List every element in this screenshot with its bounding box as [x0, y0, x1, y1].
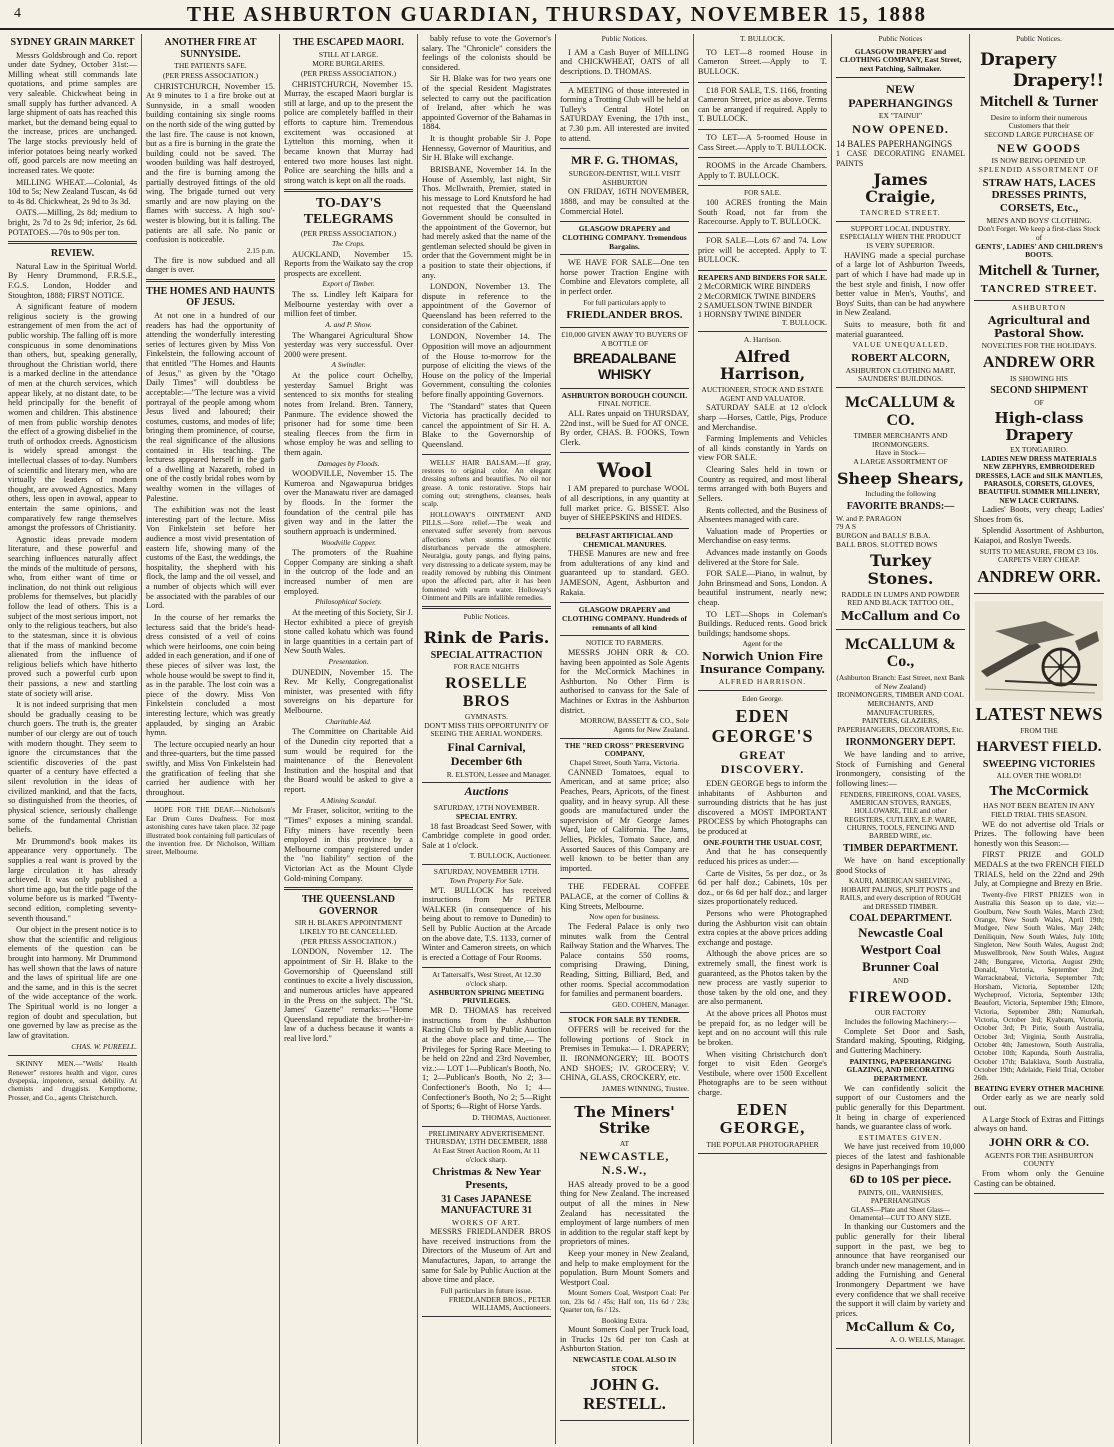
section-label: Public Notices. — [463, 612, 510, 622]
advert: FOR SALE—Lots 67 and 74. Low price will be accepted. Apply to T. BULLOCK. — [698, 233, 827, 271]
article-text: The lecture occupied nearly an hour and three-quarters, but the time passed swiftly, and Miss Von Finkelstein had the gratification of feeling that she carried her audience with her throughout. — [146, 739, 275, 797]
heading-escaped-maori: THE ESCAPED MAORI. — [293, 37, 404, 48]
section-label: Public Notices. — [601, 34, 648, 43]
advert-dentist: MR F. G. THOMAS, SURGEON-DENTIST, WILL VISIT ASHBURTON ON FRIDAY, 16TH NOVEMBER, 1888, and may be consulted at the Commercial Hotel. — [560, 149, 689, 222]
article-text: Sir H. Blake was for two years one of the special Resident Magistrates selected to carry out the pacification of Ireland, after which he was appointed Governor of the Bahamas in 1884. — [422, 74, 551, 132]
advert-manures: BELFAST ARTIFICIAL AND CHEMICAL MANURES. THESE Manures are new and free from adulterations of any kind and guaranteed up to standard. GEO. JAMESON, Agent, Ashburton and Rakaia. — [560, 529, 689, 603]
advert-mccallum: McCALLUM & CO. TIMBER MERCHANTS AND IRONMONGERS. Have in Stock— A LARGE ASSORTMENT OF Sheep Shears, Including the following FAVORITE BRANDS:— W. and P. PARAGON 79 A S BURGON and BALLS' B.B.A. BALL BROS. SLOTTED BOWS Turkey Stones. RADDLE IN LUMPS AND POWDER RED AND BLACK TATTOO OIL, McCallum and Co — [836, 388, 965, 630]
advert-text: WELLS' HAIR BALSAM.—If gray, restores to original color. An elegant dressing softens and beautifies. No oil nor grease. A tonic restorative. Stops hair coming out; strengthens, cleanses, heals scalp. — [422, 458, 551, 509]
article-text: The "Standard" states that Queen Victoria has practically decided to cancel the appointment of Sir H. A. Blake to the Governorship of Queensland. — [422, 401, 551, 449]
article-text: Messrs Goldsbrough and Co. report under date Sydney, October 31st:— Milling wheat still commands late quotations, and prime samples are very saleable. Chickwheat being in small supply has further advanced. A large shipment of oats has reached this market, but the demand being equal to the increase, prices are unchanged. The large stocks previously held of inferior potatoes being nearly worked off, good parcels are now meeting an increased rates. We quote: — [8, 50, 137, 175]
column-7 — [832, 34, 970, 1444]
telegram-title: A Swindler. — [331, 360, 366, 370]
article-text: CHRISTCHURCH, November 15. At 9 minutes to 1 a fire broke out at Sunnyside, in a small wooden building containing six single rooms on the north side of the wing gutted by the last fire. The cause is not known, but as a fire is burning in the grate the building could not be saved. The wooden building was half destroyed, and the fire is burning among the partially destroyed fittings of the old wing. The brigade turned out very smartly and are now playing on the flames with success. A high sou'-wester is blowing, but it is falling. The patients are all safe. No panic or confusion is noticeable. — [146, 81, 275, 245]
article-text: CHRISTCHURCH, November 15. Murray, the escaped Maori burglar is still at large, and up to the present the police are completely baffled in their efforts to capture him. Tremendous excitement was occasioned at Lyttelton this morning, when it became known that Murray had entered two more houses last night. Police are searching the hills and a strong watch is kept on all the roads. — [284, 79, 413, 185]
telegram-title: Export of Timber. — [322, 279, 375, 289]
telegram-title: A Mining Scandal. — [320, 795, 377, 805]
newspaper-title: THE ASHBURTON GUARDIAN, THURSDAY, NOVEMBER 15, 1888 — [186, 1, 928, 26]
section-label: Public Notices — [878, 34, 923, 43]
subheading: (PER PRESS ASSOCIATION.) — [300, 229, 397, 239]
article-text: WOODVILLE, November 15. The Kumeroa and Ngawapurua bridges over the Manawatu river are damaged by floods. In the former the foundation of the central pile has given way and in the latter the southern approach is undermined. — [284, 469, 413, 536]
telegram-title: A. and P. Show. — [325, 319, 372, 329]
advert-harrison: A. Harrison. Alfred Harrison, AUCTIONEER, STOCK AND ESTATE AGENT AND VALUATOR. SATURDAY SALE at 12 o'clock sharp —Horses, Cattle, Pigs, Produce and Merchandise. Farming Implements and Vehicles of all kinds constantly in Yards on view FOR SALE. Clearing Sales held in town or Country as required, and most liberal terms arranged with both Buyers and Sellers. Rents collected, and the Business of Absentees managed with care. Valuation made of Properties or Merchandise on easy terms. Advances made instantly on Goods delivered at the Store for Sale. FOR SALE—Piano, in walnut, by John Brinsmead and Sons, London. A beautiful instrument, nearly new; cheap. TO LET—Shops in Coleman's Buildings. Reduced rents. Good brick buildings; handsome shops. Agent for the Norwich Union Fire Insurance Company. ALFRED HARRISON. — [698, 332, 827, 691]
advert-whisky: £10,000 GIVEN AWAY TO BUYERS OF A BOTTLE OF BREADALBANE WHISKY — [560, 328, 689, 389]
telegram-title: The Crops. — [331, 238, 366, 248]
section-label: T. BULLOCK. — [739, 34, 786, 43]
advert-stock: STOCK FOR SALE BY TENDER. OFFERS will be received for the following portions of Stock in Premises in Temuka:— I. DRAPERY; II. IRONMONGERY; III. BOOTS AND SHOES; IV. GROCERY; V. CHINA, GLASS, CROCKERY, etc. JAMES WINNING, Trustee. — [560, 1013, 689, 1097]
subheading: THE PATIENTS SAFE. — [174, 61, 247, 71]
column-5 — [556, 34, 694, 1444]
advert-coffee-palace: THE FEDERAL COFFEE PALACE, at the corner of Collins & King Streets, Melbourne. Now open for business. The Federal Palace is only two minutes walk from the Central Railway Station and the Wharves. The Palace contains 550 rooms, comprising Drawing, Dining, Reading, Sitting, Billiard, Bed, and other rooms. Special accommodation for families and permanent boarders. GEO. COHEN, Manager. — [560, 879, 689, 1013]
subheading: (PER PRESS ASSOCIATION.) — [300, 936, 397, 946]
article-text: LONDON, November 12. The appointment of Sir H. Blake to the Governorship of Queensland still continues to excite a lively discussion, and numerous articles have appeared in the Press on the subject. The "St. James' Gazette" remarks:—"Home Queensland repudiate the brother-in-law of a duchess because it wants a real live lord." — [284, 947, 413, 1043]
rink-title: Rink de Paris. — [423, 628, 550, 648]
advert-text: HOLLOWAY'S OINTMENT AND PILLS.—Sore relief.—The weak and enervated suffer severely from nervous affections when storms or electric disturbances pervade the atmosphere. Neuralgia, gouty pangs, and flying pains, very distressing to a delicate system, may be readily removed by rubbing this Ointment upon the affected part, after it has been fomented with warm water. Holloway's Ointment and Pills are infallible remedies. — [422, 510, 551, 603]
article-text: The promoters of the Ruahine Copper Company are sinking a shaft in the outcrop of the lode and an increased number of men are employed. — [284, 548, 413, 596]
advert-auction: SATURDAY, 17TH NOVEMBER. SPECIAL ENTRY. 18 fast Broadcast Seed Sower, with Cambridge complete in good order. Sale at 1 o'clock. T. BULLOCK, Auctioneer. — [422, 801, 551, 865]
article-text: The fire is now subdued and all danger is over. — [146, 255, 275, 275]
advert-mccallum-branch: McCALLUM & Co., (Ashburton Branch: East Street, next Bank of New Zealand) IRONMONGERS, TIMBER AND COAL MERCHANTS, AND MANUFACTURERS, PAINTERS, GLAZIERS, PAPERHANGERS, DECORATORS, Etc. IRONMONGERY DEPT. We have landing and to arrive, Stock of Furnishing and General Ironmongery, consisting of the following lines:— FENDERS, FIREIRONS, COAL VASES, AMERICAN STOVES, RANGES, HOLLOWARE, TILE and other REGISTERS, CUTLERY, E.P. WARE, CHURNS, TOOLS, FENCING AND BARBED WIRE, etc. TIMBER DEPARTMENT. We have on hand exceptionally good Stocks of KAURI, AMERICAN SHELVING, HOBART PALINGS, SPLIT POSTS and RAILS, and every description of ROUGH and DRESSED TIMBER. COAL DEPARTMENT. Newcastle Coal Westport Coal Brunner Coal AND FIREWOOD. OUR FACTORY Includes the following Machinery:— Complete Set Door and Sash, Standard making, Spouting, Ridging, and Guttering Machinery. PAINTING, PAPERHANGING GLAZING, AND DECORATING DEPARTMENT. We can confidently solicit the support of our Customers and the public generally for this Department. It being in charge of experienced hands, we guarantee class of work. ESTIMATES GIVEN. We have just received from 10,000 pieces of the latest and fashionable designs in Paperhangings from 6D to 10S per piece. PAINTS, OIL, VARNISHES, PAPERHANGINGS GLASS—Plate and Sheet Glass—Ornamental—CUT TO ANY SIZE. In thanking our Customers and the public generally for their liberal support in the past, we beg to announce that have reorganised our branch under new management, and in adding the Furnishing and General Ironmongery Department we have every confidence that we shall receive the support it will claim by variety and prices. McCallum & Co, A. O. WELLS, Manager. — [836, 630, 965, 1349]
heading-review: REVIEW. — [50, 248, 95, 260]
telegram-title: Damages by Floods. — [317, 458, 380, 468]
article-text: It is not indeed surprising that men should be gradually ceasing to be church goers. The truth is, the greater number of our clergy are out of touch with modern thought. They seem to ignore the circumstances that the scientific discoveries of the past quarter of a century have effected a silent revolution in the ideas of civilized mankind, and that the facts, so distinguished from the theories, of physical science, seriously challenge some of the fundamental Christian beliefs. — [8, 700, 137, 835]
article-text: DUNEDIN, November 15. The Rev. Mr Kelly, Congregationalist minister, was presented with fifty sovereigns on his departure for Melbourne. — [284, 667, 413, 716]
advert-eden-george: Eden George. EDEN GEORGE'S GREAT DISCOVERY. EDEN GEORGE begs to inform the inhabitants of Ashburton and surrounding districts that he has just discovered a MOST IMPORTANT PROCESS by which Photographs can be produced at ONE-FOURTH THE USUAL COST, And that he has consequently reduced his prices as under:— Carte de Visites, 5s per doz., or 3s 6d per half doz.; Cabinets, 10s per doz., or 6s 6d per half doz.; and larger sizes proportionately reduced. Persons who were Photographed during the Ashburton visit can obtain extra copies at the above prices adding exchange and postage. Although the above prices are so extremely small, the finest work is guaranteed, as the Photos taken by the new process are vastly superior to those taken by the old one, and they are also permanent. At the above prices all Photos must be prepaid for, as no ledger will be kept and on no account will this rule be broken. When visiting Christchurch don't forget to visit Eden George's Vestibule, where over 1500 Excellent Photographs are to be seen without charge. EDEN GEORGE, THE POPULAR PHOTOGRAPHER — [698, 691, 827, 1154]
article-text: MILLING WHEAT.—Colonial, 4s 10d to 5s; New Zealand Tuscan, 4s 6d to 4s 8d. Chickwheat, 2s 9d to 3s 3d. — [8, 177, 137, 206]
advert: FOR SALE. 100 ACRES fronting the Main South Road, not far from the Racecourse. Apply to T. BULLOCK. — [698, 186, 827, 233]
article-text: Agnostic ideas prevade modern literature, and these powerful and searching influences naturally affect the minds of the multitude of persons, who, from either want of time or inclination, do not think out religious problems for themselves, but placidly follow the lead of others. This is a subject of the most serious import, not only to the religious teachers, but also to the statesman, since it is obvious that if the mass of mankind become alienated from the influence of religious beliefs which have hitherto proved such a powerful curb upon their passions, a new and startling state of society will arise. — [8, 534, 137, 698]
column-8 — [970, 34, 1108, 1444]
article-text: The ss. Lindley left Kaipara for Melbourne yesterday with over a million feet of timber. — [284, 290, 413, 319]
heading-grain-market: SYDNEY GRAIN MARKET — [10, 37, 135, 48]
article-text: bably refuse to vote the Governor's salary. The "Chronicle" considers the feelings of the colonists should be considered. — [422, 34, 551, 72]
article-text: At the meeting of this Society, Sir J. Hector exhibited a piece of greyish stone called kohatu which was found in large quantities in a certain part of New South Wales. — [284, 607, 413, 656]
article-text: The exhibition was not the least interesting part of the lecture. Miss Von Finkelstein set before her audience a most vivid presentation of eastern life, showing many of the customs of the East, the weddings, the hospitality, the shepherd with his flock, the lamp and the oil vessel, and a number of objects which will ever be associated with the parables of our Lord. — [146, 505, 275, 611]
subheading: STILL AT LARGE. — [318, 49, 379, 59]
telegram-title: Presentation. — [328, 656, 369, 666]
article-text: It is thought probable Sir J. Pope Hennessy, Governor of Mauritius, and Sir H. Blake will exchange. — [422, 134, 551, 163]
article-text: Natural Law in the Spiritual World. By Henry Drummond, F.R.S.E., F.G.S. London, Hodder and Stoughton, 1888; FIRST NOTICE. — [8, 261, 137, 300]
column-6 — [694, 34, 832, 1444]
article-text: A significant feature of modern religious society is the growing estrangement of men from the act of public worship. The falling off is more conspicuous in some denominations than others, but, speaking generally, throughout the Christian world, there is a marked decline in the attendance of men at the church services, which appear likely, at no distant date, to be held principally for the benefit of women and children. This abstinence of men from public worship denotes the effect of a growing disbelief in the truth of orthodox creeds. Agnosticism is widely spread amongst the intellectual classes of to-day. Numbers of scientific and literary men, who are virtually the leaders of modern thought, are avowed Agnostics. Many others, less open in avowal, appear to entertain the same opinions, and comparatively few range themselves amongst the professors of Christianity. — [8, 302, 137, 533]
article-text: Mr Fraser, solicitor, writing to the "Times" exposes a mining scandal. Fifty miners have recently been employed in this province by a Melbourne company registered under the "no liability" section of the Victorian Act as the Mount Clyde Gold-mining Company. — [284, 806, 413, 883]
advert-miners-strike: The Miners' Strike AT NEWCASTLE, N.S.W., HAS already proved to be a good thing for New Zealand. The increased output of all the mines in New Zealand has necessitated the employment of large numbers of men in addition to the regular staff kept by proprietors of mines. Keep your money in New Zealand, and help to make employment for the population. Burn Mount Somers and Westport Coal. Mount Somers Coal, Westport Coal: Per ton, 23s 6d / 45s; Half ton, 11s 6d / 23s; Quarter ton, 6s / 12s. Booking Extra. Mount Somers Coal per Truck load, in Trucks 12s 6d per ton Cash at Ashburton Station. NEWCASTLE COAL ALSO IN STOCK JOHN G. RESTELL. — [560, 1098, 689, 1421]
article-text: Mr Drummond's book makes its appearance very opportunely. The supplies a real want is proved by the large circulation it has already achieved. It was only published a short time ago, but the title page of the volume before us is marked "Twenty-second edition, completing seventy-seventh thousand." — [8, 836, 137, 923]
advert-farmers: NOTICE TO FARMERS. MESSRS JOHN ORR & CO. having been appointed as Sole Agents for the McCormick Machines in Ashburton. No Other Firm is authorised to canvass for the Sale of Machines or Extras in the Ashburton district. MORROW, BASSETT & CO., Sole Agents for New Zealand. — [560, 636, 689, 738]
advert: TO LET—A 5-roomed House in Cass Street.—Apply to T. BULLOCK. — [698, 130, 827, 158]
heading-telegrams: TO-DAY'S TELEGRAMS — [303, 196, 394, 227]
advert-paperhangings: NEW PAPERHANGINGS EX "TAINUI" NOW OPENED. 14 BALES PAPERHANGINGS 1 CASE DECORATING ENAMEL PAINTS James Craigie, TANCRED STREET. — [836, 78, 965, 222]
section-label: Public Notices. — [1016, 34, 1062, 43]
advert-rink: Rink de Paris. SPECIAL ATTRACTION FOR RACE NIGHTS ROSELLE BROS GYMNASTS. DON'T MISS THIS OPPORTUNITY OF SEEING THE AERIAL WONDERS. Final Carnival, December 6th R. ELSTON, Lessee and Manager. — [422, 623, 551, 783]
article-text: At not one in a hundred of our readers has had the opportunity of attending the wonderfully interesting series of lectures given by Miss Von Finkelstein, the following account of that entitled "The Homes and Haunts of Jesus," as given by the "Otago Daily Times" will doubtless be acceptable:—"The lecture was a vivid portrayal of the people among whom Jesus lived and laboured; their costumes, customs, and modes of life; bringing them prominence, of course, the real significance of the allusions contained in His teaching. The lecturess appeared herself in the garb of a dwelling at Nazareth, robed in one of the costly bridal robes worn by wealthy women in the villages of Palestine. — [146, 311, 275, 503]
article-text: LONDON, November 13. The dispute in reference to the appointment of the Governor of Queensland has been referred to the consideration of the Cabinet. — [422, 282, 551, 330]
article-text: BRISBANE, November 14. In the House of Assembly, last night, Sir Thos. McIlwraith, Premier, stated in his message to Lord Knutsford he had not requested that the Queensland Government should be consulted in the appointment of the Governor, but had merely asked that the name of the gentleman selected should be given in order that the Government might be in a position to state their objections, if any. — [422, 164, 551, 280]
advert: £18 FOR SALE, T.S. 1166, fronting Cameron Street, price as above. Terms can be arranged if required. Apply to T. BULLOCK. — [698, 83, 827, 130]
article-text: The Committee on Charitable Aid of the Dunedin city reported that a sum would be required for the maintenance of the Benevolent Institution and the hospital and that the Board would be asked to give a report. — [284, 727, 413, 795]
advert-mitchell-turner: Drapery Drapery!! Mitchell & Turner Desire to inform their numerous Customers that their SECOND LARGE PURCHASE OF NEW GOODS IS NOW BEING OPENED UP. SPLENDID ASSORTMENT OF STRAW HATS, LACES DRESSES PRINTS, CORSETS, Etc., MEN'S AND BOYS' CLOTHING. Don't Forget. We keep a first-class Stock of GENTS', LADIES' AND CHILDREN'S BOOTS. Mitchell & Turner, TANCRED STREET. — [974, 45, 1104, 302]
advert: TO LET—8 roomed House in Cameron Street.—Apply to T. BULLOCK. — [698, 45, 827, 83]
advert-council: ASHBURTON BOROUGH COUNCIL FINAL NOTICE. ALL Rates unpaid on THURSDAY, 22nd inst., will be Sued for AT ONCE. By order, CHAS. B. FOOKS, Town Clerk. — [560, 389, 689, 454]
advert-wool: Wool I AM prepared to purchase WOOL of all descriptions, in any quantity at full market price. G. BISSET. Also buyer of SHEEPSKINS and HIDES. — [560, 453, 689, 528]
subheading: SIR H. BLAKE'S APPOINTMENT LIKELY TO BE CANCELLED. — [294, 918, 403, 937]
advert-japanese: PRELIMINARY ADVERTISEMENT. THURSDAY, 13TH DECEMBER, 1888 At East Street Auction Room, At 11 o'clock sharp. Christmas & New Year Presents, 31 Cases JAPANESE MANUFACTURE 31 WORKS OF ART. MESSRS FRIEDLANDER BROS have received instructions from the Directors of the Museum of Art and Manufactures, Japan, to arrange the same for Sale by Public Auction at the above time and place. Full particulars in future issue. FRIEDLANDER BROS., PETER WILLIAMS, Auctioneers. — [422, 1127, 551, 1317]
heading-homes-haunts: THE HOMES AND HAUNTS OF JESUS. — [146, 285, 275, 309]
advert-town-property: SATURDAY, NOVEMBER 17TH. Town Property For Sale. M'T. BULLOCK has received instructions from Mr PETER WALKER (in consequence of his being about to remove to Dunedin) to Sell by Public Auction at the Arcade on the above date, T.S. 1133, corner of Winter and Cameron streets, on which is erected a Cottage of Four Rooms. — [422, 865, 551, 968]
advert-red-cross: THE "RED CROSS" PRESERVING COMPANY, Chapel Street, South Yarra, Victoria. CANNED Tomatoes, equal to American, and at same price; also Peaches, Pears, Apricots, of the finest quality, and in heavy syrup. All these goods are manufactured under the supervision of Mr George James Ward, late of California. The Jams, Jellies, Pickles, Tomato Sauce, and Assorted Sauces of this Company are well known to be better than any imported. — [560, 739, 689, 880]
subheading: (PER PRESS ASSOCIATION.) — [300, 68, 397, 78]
column-2 — [142, 34, 280, 1444]
telegram-title: Philosophical Society. — [315, 597, 382, 607]
advert-andrew-orr: ASHBURTON Agricultural and Pastoral Show. NOVELTIES FOR THE HOLIDAYS. ANDREW ORR IS SHOWING HIS SECOND SHIPMENT OF High-class Drapery EX TONGARIRO. LADIES NEW DRESS MATERIALS NEW ZEPHYRS, EMBROIDERED DRESSES, LACE and SILK MANTLES, PARASOLS, CORSETS, GLOVES, BEAUTIFUL SUMMER MILLINERY, NEW LACE CURTAINS. Ladies' Boots, very cheap; Ladies' Shoes from 6s. Splendid Assortment of Ashburton, Kaiapoi, and Roslyn Tweeds. SUITS TO MEASURE, FROM £3 10s. CARPETS VERY CHEAP. ANDREW ORR. — [974, 301, 1104, 593]
advert: ROOMS in the Arcade Chambers. Apply to T. BULLOCK. — [698, 158, 827, 186]
article-text: Our object in the present notice is to show that the scientific and religious elements of the question can be brought into harmony. Mr Drummond has well shown that the laws of nature and the laws of spiritual life are one and the same, and in this is the secret of the wide acceptance of the work. The Spiritual world is no longer a region of doubt and speculation, but one governed by law as precise as the law of gravitation. — [8, 925, 137, 1040]
article-text: OATS.—Milling, 2s 8d; medium to bright, 2s 7d to 2s 9d; inferior, 2s 6d. POTATOES.—70s to 90s per ton. — [8, 208, 137, 237]
advert: I AM a Cash Buyer of MILLING and CHICKWHEAT, OATS of all descriptions. D. THOMAS. — [560, 45, 689, 83]
heading-fire: ANOTHER FIRE AT SUNNYSIDE. — [164, 37, 257, 60]
telegram-title: Woodville Copper. — [320, 537, 377, 547]
timestamp: 2.15 p.m. — [246, 245, 275, 255]
article-text: LONDON, November 14. The Opposition will move an adjournment of the House to-morrow for the purpose of eliciting the views of the House on the policy of the Imperial Government, consulting the colonies before finally appointing Governors. — [422, 332, 551, 399]
heading-queensland-governor: THE QUEENSLAND GOVERNOR — [301, 894, 396, 917]
advert-text: HOPE FOR THE DEAF.—Nicholson's Ear Drum Cures Deafness. For most astonishing cures have taken place. 32 page illustrated book containing full particulars of the invention free. Dr Nicholson, William street, Melbourne. — [146, 806, 275, 857]
advert-text: SKINNY MEN.—"Wells' Health Renewer" restores health and vigor, cures dyspepsia, impotence, sexual debility. At chemists and druggists. Kempthorne, Prosser, and Co., agents Christchurch. — [8, 1060, 137, 1102]
column-4 — [418, 34, 556, 1444]
advert: GLASGOW DRAPERY and CLOTHING COMPANY. Tremendous Bargains. — [560, 222, 689, 255]
advert-mccormick: LATEST NEWS FROM THE HARVEST FIELD. SWEEPING VICTORIES ALL OVER THE WORLD! The McCormick HAS NOT BEEN BEATEN IN ANY FIELD TRIAL THIS SEASON. WE do not advertise old Trials or Prizes. The following have been honestly won this Season:— FIRST PRIZE and GOLD MEDALS at the two FRENCH FIELD TRIALS, held on the 22nd and 29th July, at Compiegne and Brezy en Brie. Twenty-five FIRST PRIZES won in Australia this Season up to date, viz:— Goulburn, New South Wales, March 23rd; Orange, New South Wales, April 19th; Mudgee, New South Wales, May 24th; Deniliquin, New South Wales, July 10th; Singleton, New South Wales, August 2nd; Muswellbrook, New South Wales, August 24th; Bungaree, Victoria, August 29th; Donald, Victoria, September 2nd; Warracknabeal, Victoria, September 7th; Horsham, Victoria, September 12th; Wycheproof, Victoria, September 13th; Beaufort, Victoria, September 19th; Elmore, Victoria, September 28th; Numurkah, Victoria, October 3rd; Kyabram, Victoria, October 3rd; Pt Pirie, South Australia, October 3rd; Virginia, South Australia, October 4th; Jamestown, South Australia, October 10th; Kapunda, South Australia, October 17th; Balaklava, South Australia, October 19th; Adelaide, Field Trial, October 26th. BEATING EVERY OTHER MACHINE Order early as we are nearly sold out. A Large Stock of Extras and Fittings always on hand. JOHN ORR & CO. AGENTS FOR THE ASHBURTON COUNTY From whom only the Genuine Casting can be obtained. — [974, 594, 1104, 1195]
advert-race-privileges: At Tattersall's, West Street, At 12.30 o'clock sharp. ASHBURTON SPRING MEETING PRIVILEGES. MR D. THOMAS has received instructions from the Ashburton Racing Club to sell by Public Auction at the above place and time,— The Privileges for Spring Race Meeting to be held on 22nd and 23rd November, viz.:— LOT 1—Publican's Booth, No. 1; 2—Publican's Booth, No 2; 3—Confectioner's Booth, No 1; 4—Confectioner's Booth, No 2; 5—Right of Sports; 6—Right of Horse Yards. D. THOMAS, Auctioneer. — [422, 968, 551, 1126]
advert-alcorn: SUPPORT LOCAL INDUSTRY. ESPECIALLY WHEN THE PRODUCT IS VERY SUPERIOR. HAVING made a special purchase of a large lot of Ashburton Tweeds, part of which I have had made up in the best style and finish, I now offer better value in Men's, Youths', and Boys' Suits, than can be had anywhere in New Zealand. Suits to measure, both fit and material guaranteed. VALUE UNEQUALLED. ROBERT ALCORN, ASHBURTON CLOTHING MART, SAUNDERS' BUILDINGS. — [836, 222, 965, 388]
section-label: Auctions — [464, 784, 509, 799]
masthead — [0, 0, 1114, 30]
article-text: The Whangarei Agricultural Show yesterday was very successful. Over 2000 were present. — [284, 330, 413, 359]
subheading: MORE BURGLARIES. — [312, 59, 385, 69]
article-text: AUCKLAND, November 15. Reports from the Waikato say the crop prospects are excellent. — [284, 249, 413, 278]
advert: GLASGOW DRAPERY and CLOTHING COMPANY. Hundreds of remnants of all kind — [560, 603, 689, 636]
page-number: 4 — [14, 6, 21, 21]
telegram-title: Charitable Aid. — [325, 716, 372, 726]
column-1 — [4, 34, 142, 1444]
column-3 — [280, 34, 418, 1444]
advert-binders: REAPERS AND BINDERS FOR SALE. 2 McCORMICK WIRE BINDERS 2 McCORMICK TWINE BINDERS 2 SAMUELSON TWINE BINDER 1 HORNSBY TWINE BINDER T. BULLOCK. — [698, 271, 827, 332]
subheading: (PER PRESS ASSOCIATION.) — [162, 70, 259, 80]
columns — [4, 34, 1110, 1444]
advert: A MEETING of those interested in forming a Trotting Club will be held at Tulley's Central Hotel on SATURDAY Evening, the 17th inst., at 7.30 p.m. All interested are invited to attend. — [560, 83, 689, 150]
advert: WE HAVE FOR SALE—One ten horse power Traction Engine with Combine and Elevators complete, all in perfect order. For full particulars apply to FRIEDLANDER BROS. — [560, 255, 689, 328]
advert: GLASGOW DRAPERY and CLOTHING COMPANY, East Street, next Patching, Sailmaker. — [836, 45, 965, 78]
roselle-bros: ROSELLE BROS — [445, 674, 528, 710]
article-text: In the course of her remarks the lecturess said that the bride's head-dress consisted of a veil of coins which were heirlooms, one coin being added in each generation, and if one of these pieces of silver was lost, the whole house would be swept to find it, as in the parable. The lost coin was a piece of the dowry. Miss Von Finkelstein concluded a most interesting lecture, which was greatly applauded, by singing an Arabic hymn. — [146, 612, 276, 738]
article-text: At the police court Ochelby, yesterday Samuel Bright was sentenced to six months for stealing notes from Ireland. Bren. Tannery, Panmure. The evidence showed the prisoner had for some time been stealing fleeces from the firm in whose employ he was and selling to them again. — [284, 371, 413, 457]
signature: CHAS. W. PUREELL. — [71, 1041, 137, 1051]
harvester-illustration — [975, 601, 1103, 701]
